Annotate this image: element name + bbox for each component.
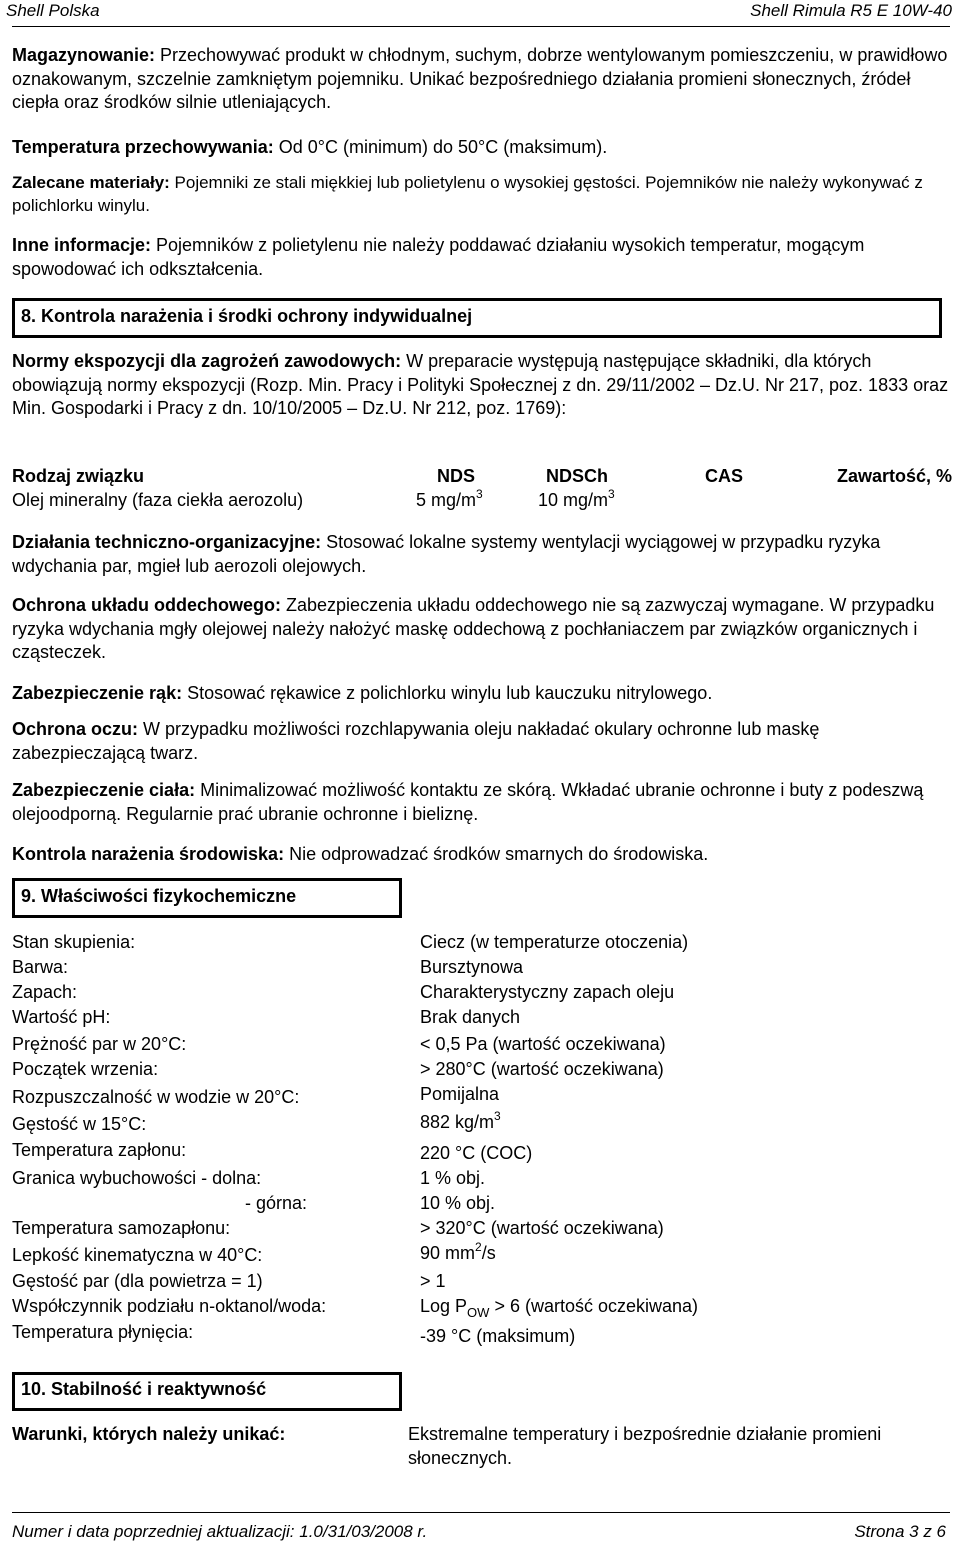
- property-value: 220 °C (COC): [420, 1143, 533, 1163]
- section-8-heading: [12, 298, 942, 338]
- viscosity-value: 90 mm: [420, 1243, 476, 1263]
- body-protection-label: Zabezpieczenie ciała:: [12, 780, 196, 800]
- footer-revision: Numer i data poprzedniej aktualizacji: 1.0/31/03/2008 r.: [12, 1522, 428, 1541]
- body-protection-text: Minimalizować możliwość kontaktu ze skórą. Wkładać ubranie ochronne i buty z podeszwą olejoodporną. Regularnie prać ubranie ochronne i bieliznę.: [12, 780, 924, 824]
- header-company: Shell Polska: [6, 1, 100, 20]
- property-value: Brak danych: [420, 1007, 521, 1027]
- property-name: Gęstość par (dla powietrza = 1): [12, 1271, 263, 1291]
- partition-coefficient-subscript: OW: [467, 1305, 490, 1320]
- property-value: Bursztynowa: [420, 957, 524, 977]
- property-name: Wartość pH:: [12, 1007, 111, 1027]
- header-divider: [12, 26, 950, 27]
- viscosity-unit-suffix: /s: [481, 1243, 496, 1263]
- property-value: [420, 1240, 496, 1264]
- respiratory-protection-paragraph: [12, 594, 950, 665]
- property-value: > 1: [420, 1271, 446, 1291]
- conditions-text: Ekstremalne temperatury i bezpośrednie działanie promieni słonecznych.: [408, 1424, 882, 1468]
- norms-text: W preparacie występują następujące składniki, dla których obowiązują normy ekspozycji (Rozp. Min. Pracy i Polityki Społecznej z dn. 29/11/2002 – Dz.U. Nr 217, poz. 1833 oraz Min. Gospodarki i Pracy z dn. 10/10/2005 – Dz.U. Nr 212, poz. 1769):: [12, 351, 949, 418]
- ndsch-value: 10 mg/m: [538, 490, 609, 510]
- property-row: [12, 1140, 952, 1165]
- property-row: [12, 982, 952, 1007]
- property-row: [12, 1168, 952, 1193]
- table-header-cas: CAS: [705, 466, 744, 486]
- density-value: 882 kg/m: [420, 1112, 495, 1132]
- header-product: Shell Rimula R5 E 10W-40: [750, 1, 952, 20]
- property-value: [420, 1109, 501, 1133]
- property-name: Prężność par w 20°C:: [12, 1034, 187, 1054]
- property-name: Temperatura samozapłonu:: [12, 1218, 231, 1238]
- property-row: [12, 1322, 952, 1351]
- other-info-paragraph: [12, 234, 950, 281]
- section-10-heading: [12, 1372, 402, 1411]
- property-name: Początek wrzenia:: [12, 1059, 159, 1079]
- eye-protection-text: W przypadku możliwości rozchlapywania oleju nakładać okulary ochronne lub maskę zabezpieczającą twarz.: [12, 719, 820, 763]
- property-value: 1 % obj.: [420, 1168, 486, 1188]
- property-row: [12, 1193, 952, 1218]
- exposure-table: [12, 466, 952, 516]
- environment-control-label: Kontrola narażenia środowiska:: [12, 844, 285, 864]
- technical-measures-text: Stosować lokalne systemy wentylacji wyciągowej w przypadku ryzyka wdychania par, mgieł lub aerozoli olejowych.: [12, 532, 881, 576]
- storage-temp-label: Temperatura przechowywania:: [12, 137, 274, 157]
- conditions-to-avoid: [12, 1422, 952, 1472]
- footer-divider: [12, 1512, 950, 1513]
- property-row: [12, 932, 952, 957]
- technical-measures-label: Działania techniczno-organizacyjne:: [12, 532, 322, 552]
- footer-page-number: Strona 3 z 6: [854, 1522, 946, 1541]
- table-header-compound: Rodzaj związku: [12, 466, 145, 486]
- partition-coefficient-suffix: > 6 (wartość oczekiwana): [489, 1296, 699, 1316]
- materials-paragraph: [12, 172, 950, 217]
- storage-temp-text: Od 0°C (minimum) do 50°C (maksimum).: [273, 137, 608, 157]
- respiratory-protection-text: Zabezpieczenia układu oddechowego nie są zazwyczaj wymagane. W przypadku ryzyka wdychania mgły olejowej należy nałożyć maskę oddechową z pochłaniaczem par związków organicznych i cząsteczek.: [12, 595, 935, 662]
- property-row: [12, 1218, 952, 1243]
- property-name: Zapach:: [12, 982, 78, 1002]
- table-header-nds: NDS: [437, 466, 476, 486]
- partition-coefficient-value: Log P: [420, 1296, 468, 1316]
- property-name: Gęstość w 15°C:: [12, 1114, 147, 1134]
- storage-label: Magazynowanie:: [12, 45, 156, 65]
- storage-temp-paragraph: [12, 136, 950, 160]
- property-value: Pomijalna: [420, 1084, 500, 1104]
- property-value: > 280°C (wartość oczekiwana): [420, 1059, 664, 1079]
- property-name: Stan skupienia:: [12, 932, 136, 952]
- property-name: Rozpuszczalność w wodzie w 20°C:: [12, 1087, 300, 1107]
- nds-unit-exponent: 3: [476, 487, 483, 501]
- density-unit-exponent: 3: [494, 1109, 501, 1123]
- respiratory-protection-label: Ochrona układu oddechowego:: [12, 595, 282, 615]
- properties-list: [12, 932, 952, 1362]
- property-row: [12, 1034, 952, 1059]
- property-value: [420, 1296, 699, 1320]
- property-row: [12, 1109, 952, 1139]
- other-info-label: Inne informacje:: [12, 235, 152, 255]
- materials-label: Zalecane materiały:: [12, 173, 170, 192]
- property-name: Temperatura płynięcia:: [12, 1322, 194, 1342]
- property-name: - górna:: [245, 1193, 308, 1213]
- table-header-content: Zawartość, %: [836, 466, 952, 486]
- property-row: [12, 1271, 952, 1296]
- property-value: -39 °C (maksimum): [420, 1326, 576, 1346]
- property-name: Lepkość kinematyczna w 40°C:: [12, 1245, 263, 1265]
- property-row: [12, 1059, 952, 1084]
- eye-protection-label: Ochrona oczu:: [12, 719, 139, 739]
- table-cell-ndsch: [538, 487, 615, 511]
- section-9-heading: [12, 878, 402, 918]
- property-row: [12, 1007, 952, 1032]
- hand-protection-paragraph: [12, 682, 950, 706]
- table-cell-compound: Olej mineralny (faza ciekła aerozolu): [12, 490, 304, 510]
- ndsch-unit-exponent: 3: [608, 487, 615, 501]
- environment-control-text: Nie odprowadzać środków smarnych do środowiska.: [284, 844, 709, 864]
- section-9-title: 9. Właściwości fizykochemiczne: [21, 886, 297, 906]
- property-row: [12, 1296, 952, 1321]
- section-8-title: 8. Kontrola narażenia i środki ochrony indywidualnej: [21, 306, 473, 326]
- hand-protection-text: Stosować rękawice z polichlorku winylu lub kauczuku nitrylowego.: [182, 683, 713, 703]
- property-value: Ciecz (w temperaturze otoczenia): [420, 932, 689, 952]
- storage-paragraph: [12, 44, 950, 115]
- property-row: [12, 1084, 952, 1112]
- property-row: [12, 957, 952, 982]
- technical-measures-paragraph: [12, 531, 950, 578]
- property-value: > 320°C (wartość oczekiwana): [420, 1218, 664, 1238]
- body-protection-paragraph: [12, 779, 950, 826]
- materials-text: Pojemniki ze stali miękkiej lub polietylenu o wysokiej gęstości. Pojemników nie należy wykonywać z polichlorku winylu.: [12, 173, 923, 215]
- environment-control-paragraph: [12, 843, 950, 867]
- other-info-text: Pojemników z polietylenu nie należy poddawać działaniu wysokich temperatur, mogącym spowodować ich odkształcenia.: [12, 235, 865, 279]
- table-header-ndsch: NDSCh: [546, 466, 608, 486]
- norms-paragraph: [12, 350, 950, 421]
- property-name: Współczynnik podziału n-oktanol/woda:: [12, 1296, 327, 1316]
- viscosity-unit-exponent: 2: [475, 1240, 482, 1254]
- property-name: Temperatura zapłonu:: [12, 1140, 187, 1160]
- property-name: Barwa:: [12, 957, 69, 977]
- nds-value: 5 mg/m: [416, 490, 477, 510]
- property-value: < 0,5 Pa (wartość oczekiwana): [420, 1034, 666, 1054]
- property-value: 10 % obj.: [420, 1193, 496, 1213]
- eye-protection-paragraph: [12, 718, 950, 765]
- table-cell-nds: [416, 487, 483, 511]
- storage-text: Przechowywać produkt w chłodnym, suchym, dobrze wentylowanym pomieszczeniu, w prawidłowo oznakowanym, szczelnie zamkniętym pojemniku. Unikać bezpośredniego działania promieni słonecznych, źródeł ciepła oraz środków silnie utleniających.: [12, 45, 948, 112]
- norms-label: Normy ekspozycji dla zagrożeń zawodowych:: [12, 351, 402, 371]
- property-row: [12, 1240, 952, 1270]
- property-name: Granica wybuchowości - dolna:: [12, 1168, 262, 1188]
- property-value: Charakterystyczny zapach oleju: [420, 982, 675, 1002]
- page-header: [0, 0, 960, 22]
- hand-protection-label: Zabezpieczenie rąk:: [12, 683, 183, 703]
- section-10-title: 10. Stabilność i reaktywność: [21, 1379, 267, 1399]
- conditions-label: Warunki, których należy unikać:: [12, 1424, 286, 1444]
